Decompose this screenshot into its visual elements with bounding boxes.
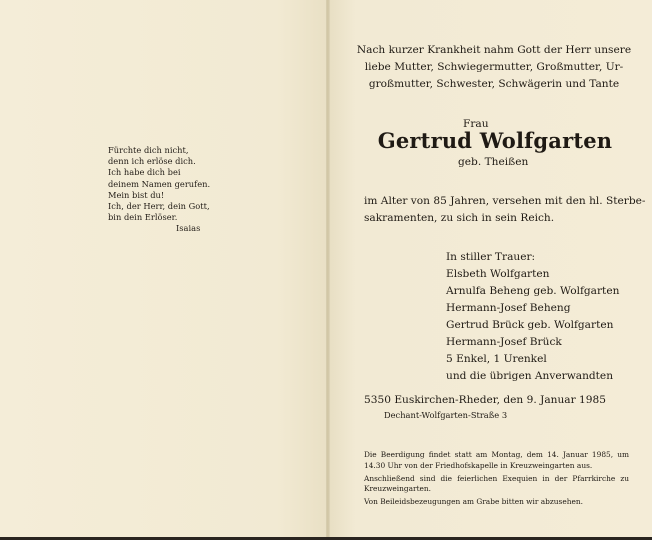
funeral-info: Die Beerdigung findet statt am Montag, dem 14. Januar 1985, um 14.30 Uhr von der Friedhofskapelle in Kreuzweingarten aus. [364, 450, 629, 470]
condolences-info: Von Beileidsbezeugungen am Grabe bitten wir abzusehen. [364, 497, 583, 507]
mourner-name: Hermann-Josef Brück [446, 336, 562, 348]
mourner-name: und die übrigen Anverwandten [446, 370, 614, 382]
age-text [364, 193, 644, 227]
maiden-name: geb. Theißen [458, 156, 529, 168]
intro-line: Nach kurzer Krankheit nahm Gott der Herr unsere [356, 44, 632, 56]
place-and-date: 5350 Euskirchen-Rheder, den 9. Januar 1985 [364, 394, 607, 406]
age-line: sakramenten, zu sich in sein Reich. [364, 212, 555, 224]
funeral-notice [364, 450, 629, 510]
mourner-name: Elsbeth Wolfgarten [446, 268, 550, 280]
verse-line: denn ich erlöse dich. [108, 156, 196, 167]
intro-line: großmutter, Schwester, Schwägerin und Tante [368, 78, 620, 90]
mourner-name: Gertrud Brück geb. Wolfgarten [446, 319, 614, 331]
mourner-name: Arnulfa Beheng geb. Wolfgarten [446, 285, 620, 297]
intro-line: liebe Mutter, Schwiegermutter, Großmutter, Ur- [364, 61, 624, 73]
verse-line: bin dein Erlöser. [108, 212, 178, 223]
bible-verse [108, 145, 258, 235]
mourner-name: 5 Enkel, 1 Urenkel [446, 353, 547, 365]
verse-line: Mein bist du! [108, 189, 165, 200]
age-line: im Alter von 85 Jahren, versehen mit den hl. Sterbe- [364, 195, 646, 207]
exequies-info: Anschließend sind die feierlichen Exequien in der Pfarrkirche zu Kreuzweingarten. [364, 473, 629, 494]
verse-line: Ich, der Herr, dein Gott, [108, 201, 210, 212]
verse-line: deinem Namen gerufen. [108, 178, 211, 189]
salutation: Frau [463, 118, 489, 130]
announcement-intro [346, 42, 642, 93]
mourners-list [446, 249, 646, 385]
mourner-name: Hermann-Josef Beheng [446, 302, 571, 314]
verse-source: Isaias [176, 223, 201, 234]
deceased-name: Gertrud Wolfgarten [377, 128, 613, 153]
verse-line: Fürchte dich nicht, [108, 145, 189, 155]
verse-line: Ich habe dich bei [108, 167, 181, 178]
street-address: Dechant-Wolfgarten-Straße 3 [384, 410, 508, 420]
mourners-heading: In stiller Trauer: [446, 251, 536, 263]
